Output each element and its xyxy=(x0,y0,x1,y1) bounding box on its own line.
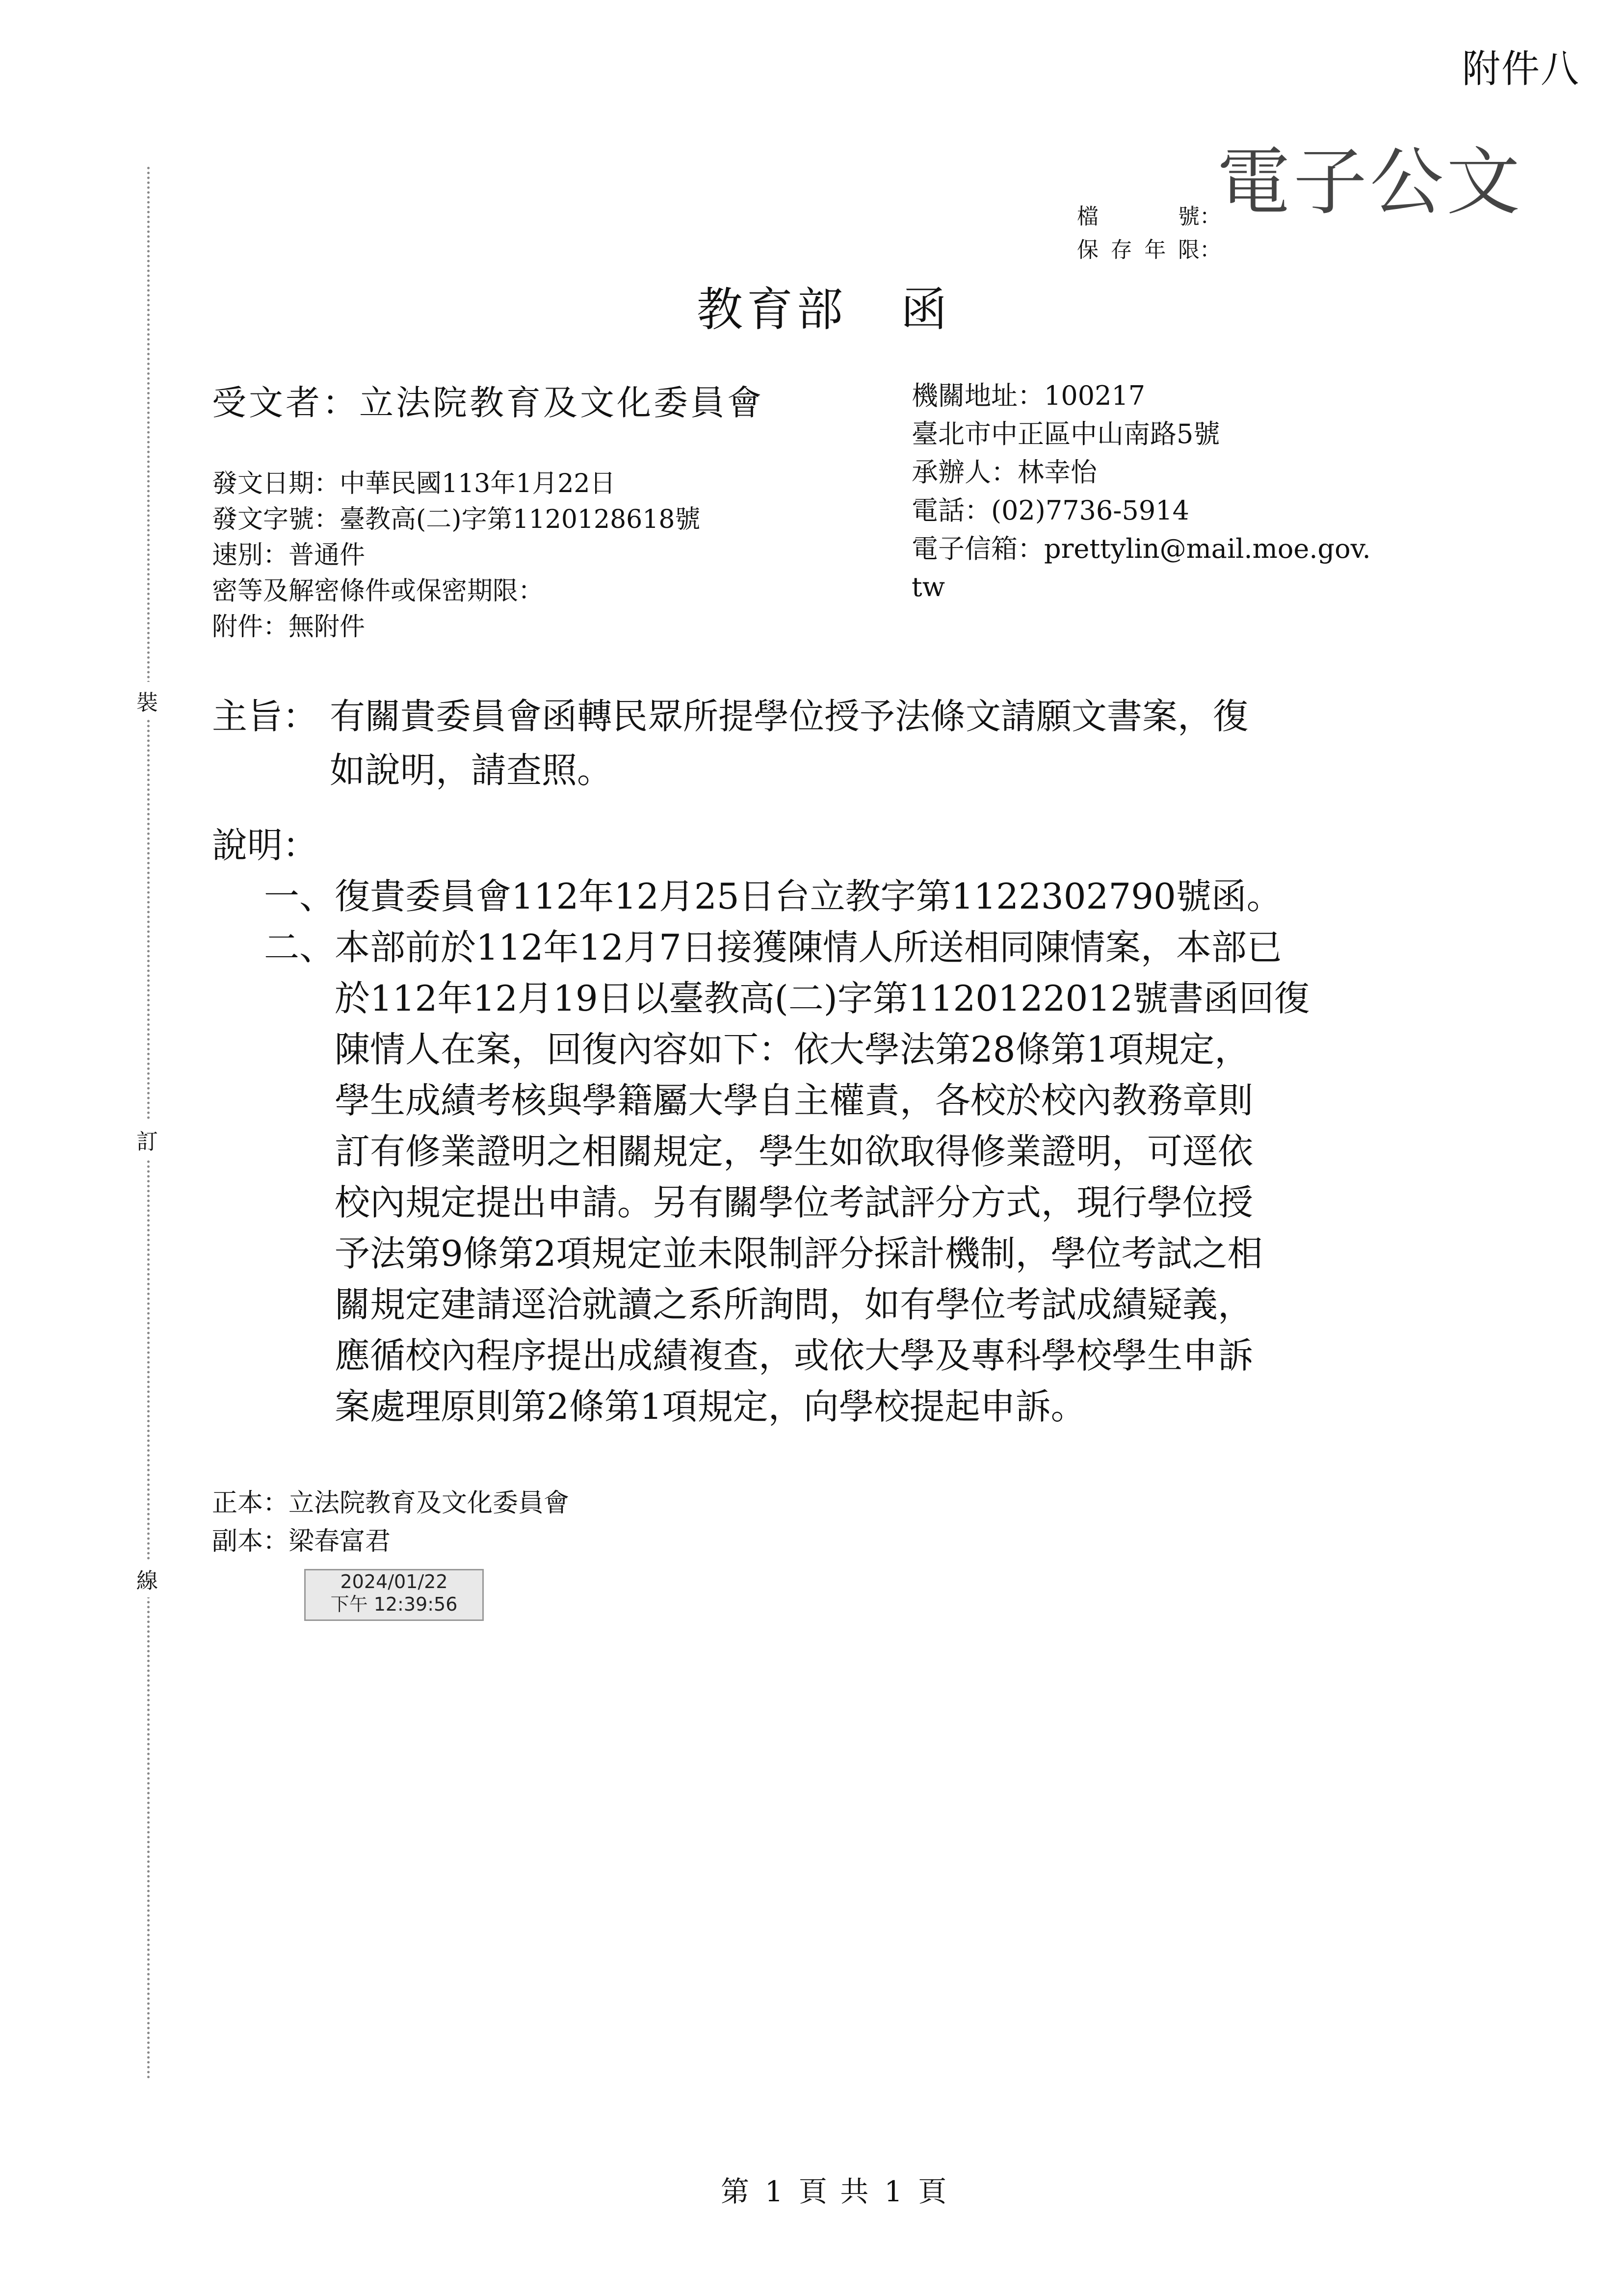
explanation-items xyxy=(212,871,1448,1432)
handler-row: 承辦人：林幸怡 xyxy=(912,457,1097,488)
number-row: 發文字號：臺教高(二)字第1120128618號 xyxy=(212,505,701,534)
address-code: 100217 xyxy=(1044,380,1146,411)
archive-label: 保存年限 xyxy=(1077,237,1200,262)
email-line1: prettylin@mail.moe.gov. xyxy=(1044,533,1371,564)
phone-number: (02)7736-5914 xyxy=(991,495,1189,526)
address-line: 臺北市中正區中山南路5號 xyxy=(912,418,1220,449)
email-line2: tw xyxy=(912,572,945,602)
copy-recipient: 梁春富君 xyxy=(288,1527,391,1556)
attachment-value: 無附件 xyxy=(288,612,366,642)
item-line: 關規定建請逕洽就讀之系所詢問，如有學位考試成績疑義， xyxy=(335,1284,1254,1325)
document-type: 函 xyxy=(901,283,951,337)
subject-label: 主旨： xyxy=(212,696,318,737)
subject xyxy=(212,689,1439,797)
stamp-date: 2024/01/22 xyxy=(340,1571,448,1592)
archive-row-retention: 保存年限 ： xyxy=(1077,234,1221,267)
explanation-item xyxy=(212,871,1448,922)
archive-label: 檔 號 xyxy=(1077,204,1200,229)
item-line: 本部前於112年12月7日接獲陳情人所送相同陳情案，本部已 xyxy=(335,927,1282,968)
distribution xyxy=(212,1484,569,1561)
item-line: 應循校內程序提出成績複查，或依大學及專科學校學生申訴 xyxy=(335,1335,1254,1376)
stamp-time: 下午 12:39:56 xyxy=(330,1593,458,1615)
email-row: 電子信箱：prettylin@mail.moe.gov. xyxy=(912,533,1371,564)
copy-row: 副本：梁春富君 xyxy=(212,1527,391,1556)
item-line: 案處理原則第2條第1項規定，向學校提起申訴。 xyxy=(335,1386,1086,1427)
binding-mark: 訂 xyxy=(131,1121,163,1158)
agency-name: 教育部 xyxy=(697,283,847,337)
item-number: 一、 xyxy=(263,876,335,917)
item-line: 校內規定提出申請。另有關學位考試評分方式，現行學位授 xyxy=(335,1182,1254,1223)
item-line: 於112年12月19日以臺教高(二)字第1120122012號書函回復 xyxy=(335,978,1310,1019)
recipient-label: 受文者： xyxy=(212,383,359,423)
archive-info xyxy=(1077,200,1221,267)
binding-mark: 線 xyxy=(131,1560,163,1597)
recipient-value: 立法院教育及文化委員會 xyxy=(359,383,764,423)
page-number: 第 1 頁 共 1 頁 xyxy=(721,2175,949,2208)
date-row: 發文日期：中華民國113年1月22日 xyxy=(212,469,616,498)
attachment-row: 附件：無附件 xyxy=(212,612,366,642)
handler-name: 林幸怡 xyxy=(1018,457,1097,488)
item-number: 二、 xyxy=(263,927,335,968)
electronic-document-stamp: 電子公文 xyxy=(1217,140,1523,225)
total-pages: 1 xyxy=(884,2175,905,2208)
secrecy-row: 密等及解密條件或保密期限： xyxy=(212,576,544,606)
current-page: 1 xyxy=(765,2175,785,2208)
original-row: 正本：立法院教育及文化委員會 xyxy=(212,1488,570,1518)
recipient xyxy=(212,375,764,425)
receipt-timestamp-stamp xyxy=(304,1569,484,1621)
document-title xyxy=(697,272,951,339)
original-recipient: 立法院教育及文化委員會 xyxy=(288,1488,570,1518)
item-line: 陳情人在案，回復內容如下：依大學法第28條第1項規定， xyxy=(335,1029,1250,1070)
item-line: 訂有修業證明之相關規定，學生如欲取得修業證明，可逕依 xyxy=(335,1131,1254,1172)
dispatch-date: 中華民國113年1月22日 xyxy=(340,469,616,498)
dispatch-number: 臺教高(二)字第1120128618號 xyxy=(340,505,701,534)
explanation-label: 說明： xyxy=(212,825,318,866)
dispatch-meta xyxy=(212,466,700,645)
binding-mark: 裝 xyxy=(131,682,163,719)
subject-line: 有關貴委員會函轉民眾所提學位授予法條文請願文書案，復 xyxy=(330,696,1249,737)
item-line: 學生成績考核與學籍屬大學自主權責，各校於校內教務章則 xyxy=(335,1080,1254,1121)
item-line: 復貴委員會112年12月25日台立教字第1122302790號函。 xyxy=(335,876,1282,917)
speed-row: 速別：普通件 xyxy=(212,541,366,570)
subject-line: 如說明，請查照。 xyxy=(330,750,613,791)
issuer-contact xyxy=(912,377,1371,606)
archive-row-file-number: 檔 號 ： xyxy=(1077,200,1221,234)
item-line: 予法第9條第2項規定並未限制評分採計機制，學位考試之相 xyxy=(335,1233,1263,1274)
speed-value: 普通件 xyxy=(288,541,366,570)
attachment-label: 附件八 xyxy=(1462,47,1580,91)
address-row: 機關地址：100217 xyxy=(912,380,1146,411)
explanation-item xyxy=(212,922,1448,1432)
phone-row: 電話：(02)7736-5914 xyxy=(912,495,1189,526)
